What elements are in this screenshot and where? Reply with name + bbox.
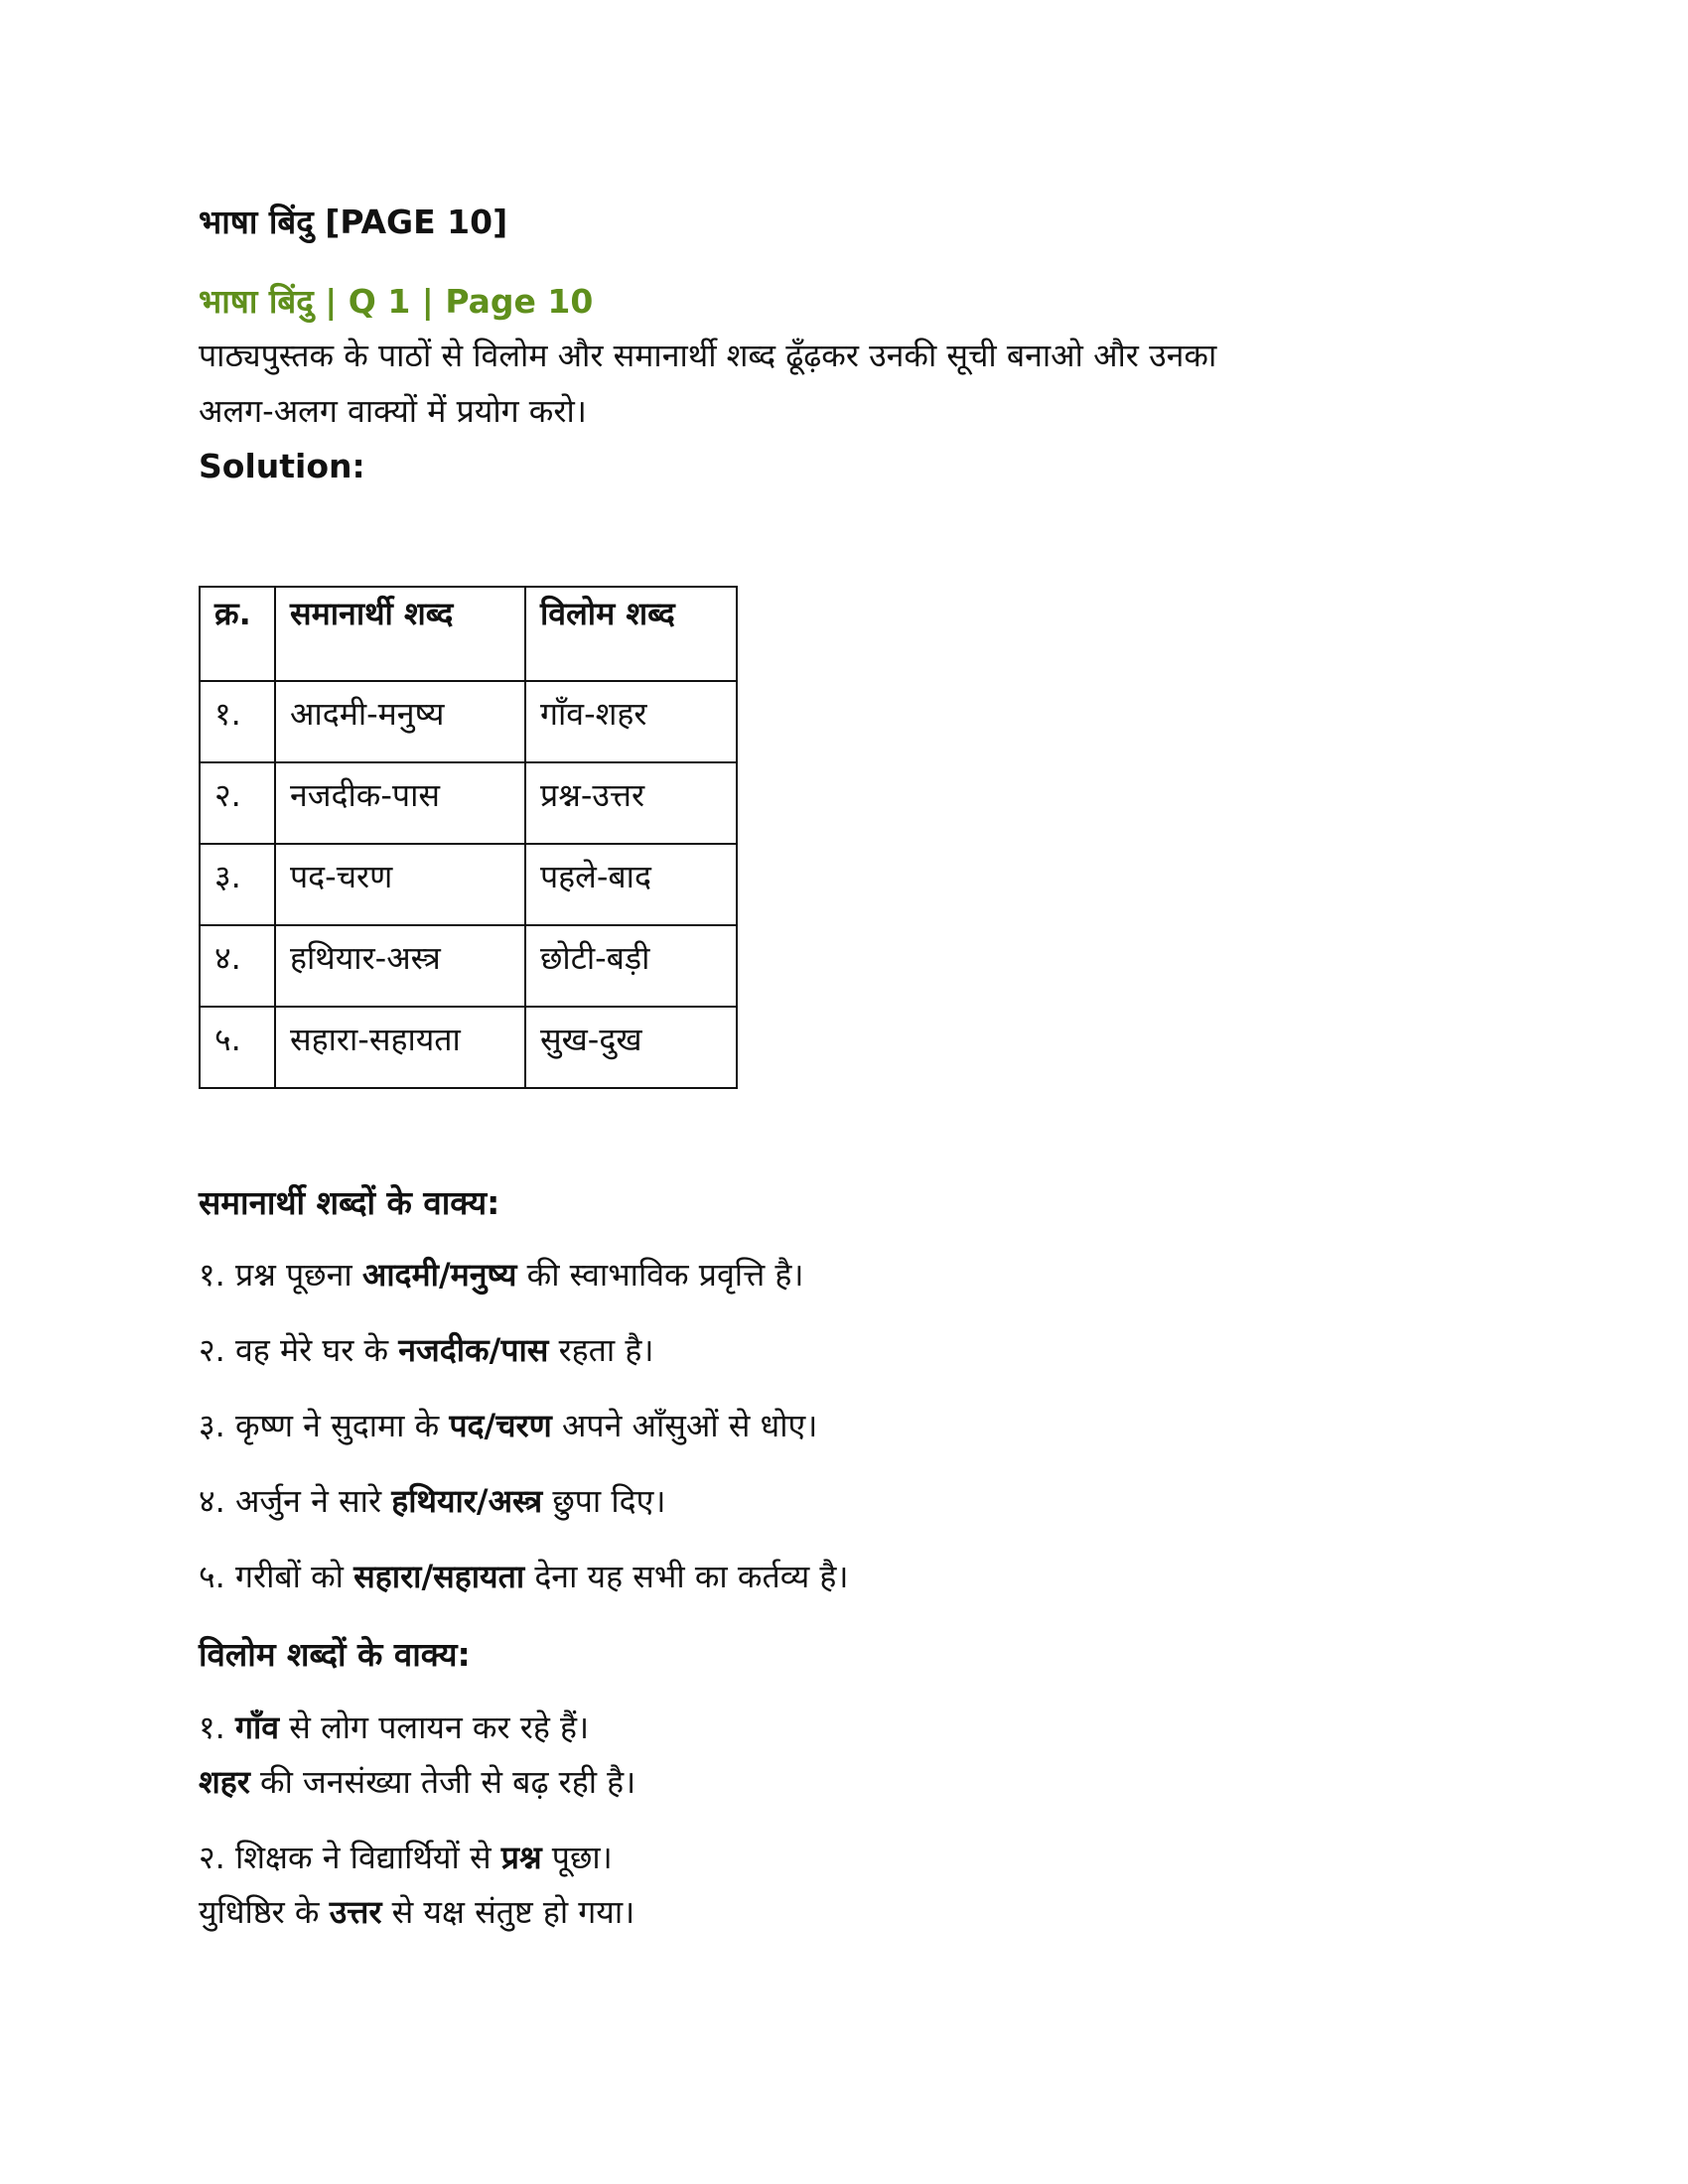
cell-synonym: सहारा-सहायता [275,1007,525,1088]
table-row [200,681,737,762]
cell-antonym: गाँव-शहर [525,681,737,762]
table-row [200,762,737,844]
cell-serial: २. [200,762,275,844]
synonym-sentence: ५. गरीबों को सहारा/सहायता देना यह सभी का कर्तव्य है। [199,1558,849,1595]
header-synonyms: समानार्थी शब्द [275,587,525,681]
table-row [200,844,737,925]
cell-synonym: आदमी-मनुष्य [275,681,525,762]
antonym-sentence: १. गाँव से लोग पलायन कर रहे हैं। [199,1708,590,1746]
antonym-sentence: युधिष्ठिर के उत्तर से यक्ष संतुष्ट हो गया। [199,1893,635,1931]
table-header-row [200,587,737,681]
cell-synonym: नजदीक-पास [275,762,525,844]
antonym-sentence: २. शिक्षक ने विद्यार्थियों से प्रश्न पूछा। [199,1839,613,1876]
question-heading: भाषा बिंदु | Q 1 | Page 10 [199,282,594,321]
synonym-antonym-table [199,586,738,1089]
antonym-sentence: शहर की जनसंख्या तेजी से बढ़ रही है। [199,1763,636,1801]
cell-antonym: पहले-बाद [525,844,737,925]
cell-serial: ३. [200,844,275,925]
header-serial: क्र. [200,587,275,681]
cell-serial: १. [200,681,275,762]
synonym-sentence: १. प्रश्न पूछना आदमी/मनुष्य की स्वाभाविक प्रवृत्ति है। [199,1256,804,1294]
cell-synonym: पद-चरण [275,844,525,925]
synonym-sentence: ४. अर्जुन ने सारे हथियार/अस्त्र छुपा दिए। [199,1482,666,1520]
cell-antonym: प्रश्न-उत्तर [525,762,737,844]
header-antonyms: विलोम शब्द [525,587,737,681]
cell-antonym: सुख-दुख [525,1007,737,1088]
synonym-sentence: २. वह मेरे घर के नजदीक/पास रहता है। [199,1331,654,1369]
table-row [200,925,737,1007]
synonym-sentence: ३. कृष्ण ने सुदामा के पद/चरण अपने आँसुओं से धोए। [199,1407,818,1444]
cell-serial: ५. [200,1007,275,1088]
question-text-line-2: अलग-अलग वाक्यों में प्रयोग करो। [199,392,587,430]
antonym-sentences-heading: विलोम शब्दों के वाक्य: [199,1635,471,1674]
table-row [200,1007,737,1088]
page-heading: भाषा बिंदु [PAGE 10] [199,203,508,241]
cell-antonym: छोटी-बड़ी [525,925,737,1007]
cell-synonym: हथियार-अस्त्र [275,925,525,1007]
cell-serial: ४. [200,925,275,1007]
solution-label: Solution: [199,447,365,485]
question-text-line-1: पाठ्यपुस्तक के पाठों से विलोम और समानार्थी शब्द ढूँढ़कर उनकी सूची बनाओ और उनका [199,337,1217,374]
synonym-sentences-heading: समानार्थी शब्दों के वाक्य: [199,1183,500,1222]
